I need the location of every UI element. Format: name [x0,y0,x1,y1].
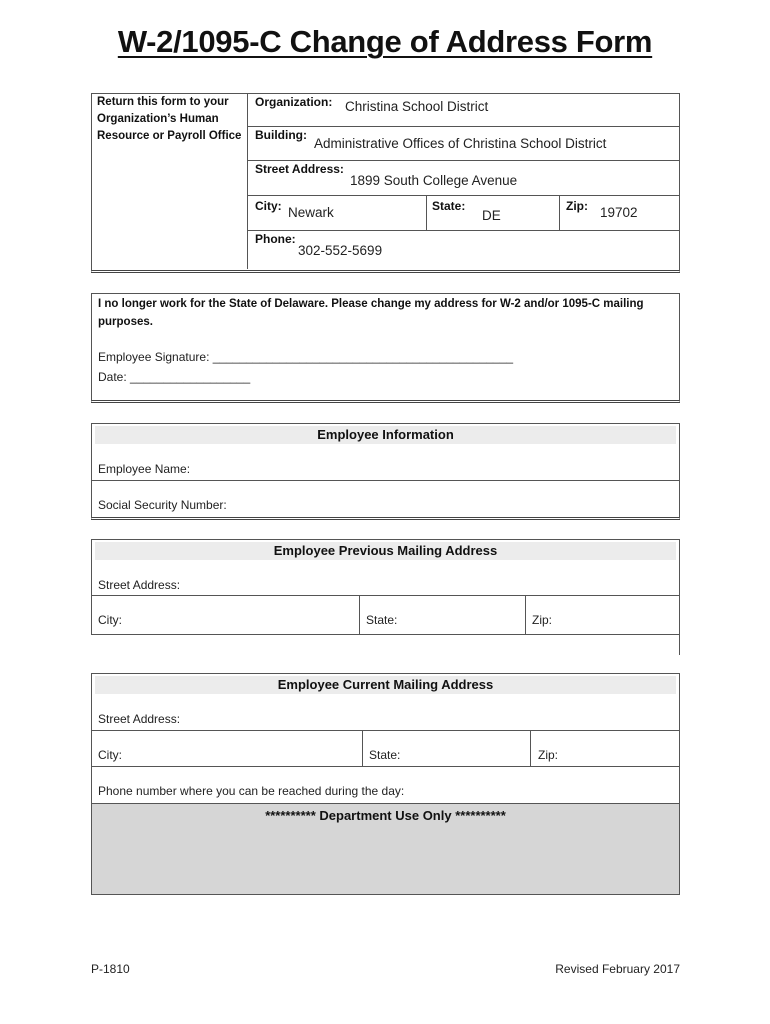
current-zip-label[interactable]: Zip: [538,748,559,762]
employee-name-label[interactable]: Employee Name: [98,462,191,476]
employee-info-header: Employee Information [95,426,676,444]
block-edge [679,635,680,655]
date-line[interactable]: : __________________ [123,370,251,384]
daytime-phone-label[interactable]: Phone number where you can be reached during the day: [98,784,405,798]
previous-state-label[interactable]: State: [366,613,398,627]
ssn-label[interactable]: Social Security Number: [98,498,227,512]
current-state-label[interactable]: State: [369,748,401,762]
street-address-label: Street Address: [255,162,344,176]
col-line [530,730,531,766]
street-address-value[interactable]: 1899 South College Avenue [350,173,518,188]
zip-label: Zip: [566,199,588,213]
row-line [91,480,680,481]
signature-label: Employee Signature [98,350,207,364]
current-street-label[interactable]: Street Address: [98,712,181,726]
col-line [525,595,526,635]
previous-address-header: Employee Previous Mailing Address [95,542,676,560]
row-line [91,766,680,767]
row-line [91,730,680,731]
state-value[interactable]: DE [482,208,501,223]
form-title: W-2/1095-C Change of Address Form [117,24,653,59]
revised-date: Revised February 2017 [555,962,680,976]
org-divider [247,93,248,269]
building-value[interactable]: Administrative Offices of Christina School District [314,136,607,151]
date-label: Date [98,370,124,384]
org-col-line [559,195,560,230]
org-row-line [247,126,680,127]
org-row-line [247,160,680,161]
signature-line[interactable]: : _____________________________________________ [206,350,514,364]
building-label: Building: [255,128,307,142]
signature-row[interactable] [98,350,513,364]
org-col-line [426,195,427,230]
form-number: P-1810 [91,962,130,976]
previous-city-label[interactable]: City: [98,613,122,627]
previous-street-label[interactable]: Street Address: [98,578,181,592]
state-label: State: [432,199,466,213]
statement-text: I no longer work for the State of Delaware. Please change my address for W-2 and/or 1095-C mailing purposes. [98,298,644,328]
row-line [91,595,680,596]
current-city-label[interactable]: City: [98,748,122,762]
department-use-header: ********** Department Use Only ********** [265,808,506,823]
organization-value[interactable]: Christina School District [345,99,489,114]
date-row[interactable] [98,370,250,384]
return-note: Return this form to your Organization’s Human Resource or Payroll Office [97,96,242,142]
current-address-header: Employee Current Mailing Address [95,676,676,694]
col-line [359,595,360,635]
previous-zip-label[interactable]: Zip: [532,613,553,627]
city-label: City: [255,199,282,213]
col-line [362,730,363,766]
org-row-line [247,230,680,231]
city-value[interactable]: Newark [288,205,334,220]
phone-label: Phone: [255,232,296,246]
zip-value[interactable]: 19702 [600,205,638,220]
organization-label: Organization: [255,95,333,109]
phone-value[interactable]: 302-552-5699 [298,243,383,258]
org-row-line [247,195,680,196]
